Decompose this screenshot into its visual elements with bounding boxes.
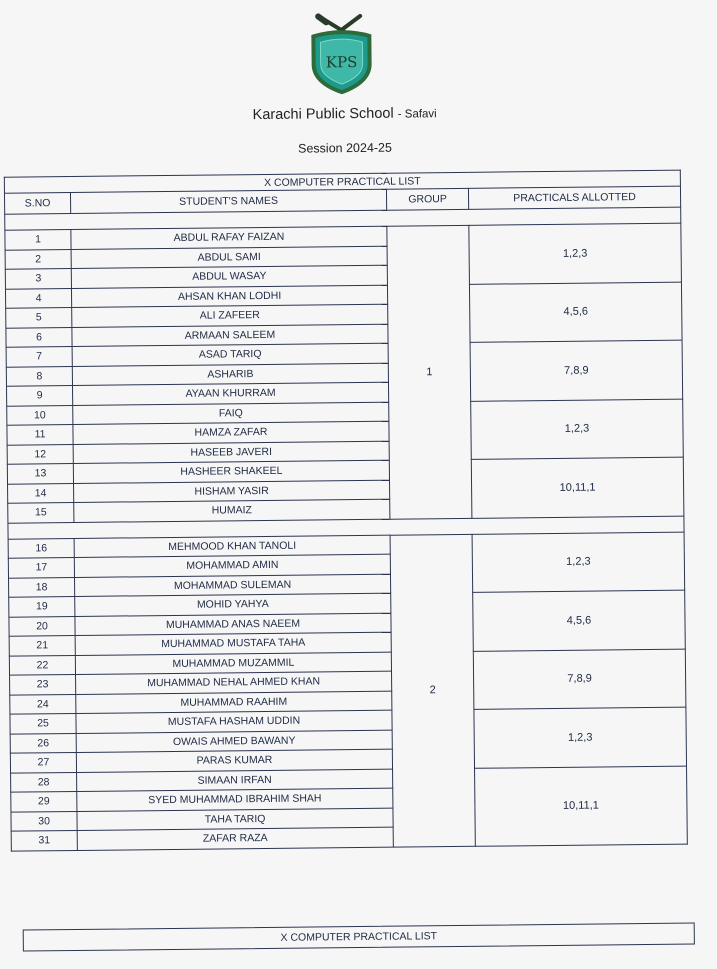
column-header-group: GROUP (386, 188, 468, 210)
serial-number-cell: 28 (11, 772, 77, 792)
serial-number-cell: 21 (9, 635, 75, 655)
serial-number-cell: 31 (11, 830, 77, 850)
student-name-cell: HASHEER SHAKEEL (73, 460, 389, 483)
serial-number-cell: 6 (6, 327, 72, 347)
serial-number-cell: 1 (5, 230, 71, 250)
serial-number-cell: 9 (6, 386, 72, 406)
serial-number-cell: 17 (8, 557, 74, 577)
column-header-names: STUDENT'S NAMES (70, 189, 386, 213)
student-name-cell: ASHARIB (72, 363, 388, 386)
column-header-sno: S.NO (4, 193, 70, 215)
serial-number-cell: 29 (11, 791, 77, 811)
school-logo-icon (308, 12, 375, 95)
serial-number-cell: 2 (5, 249, 71, 269)
serial-number-cell: 25 (10, 713, 76, 733)
serial-number-cell: 22 (9, 655, 75, 675)
school-branch: - Safavi (397, 108, 437, 121)
student-name-cell: MUSTAFA HASHAM UDDIN (76, 710, 392, 733)
serial-number-cell: 14 (8, 483, 74, 503)
practicals-allotted-cell: 7,8,9 (473, 649, 686, 710)
student-name-cell: SYED MUHAMMAD IBRAHIM SHAH (77, 788, 393, 811)
student-name-cell: OWAIS AHMED BAWANY (76, 730, 392, 753)
serial-number-cell: 11 (7, 425, 73, 445)
serial-number-cell: 30 (11, 811, 77, 831)
serial-number-cell: 20 (9, 616, 75, 636)
serial-number-cell: 27 (10, 752, 76, 772)
serial-number-cell: 7 (6, 347, 72, 367)
practicals-allotted-cell: 10,11,1 (471, 457, 684, 518)
serial-number-cell: 5 (6, 308, 72, 328)
practicals-allotted-cell: 1,2,3 (474, 707, 687, 768)
serial-number-cell: 12 (7, 444, 73, 464)
session-label: Session 2024-25 (298, 140, 393, 156)
serial-number-cell: 26 (10, 733, 76, 753)
column-header-practicals: PRACTICALS ALLOTTED (468, 186, 680, 209)
serial-number-cell: 10 (7, 405, 73, 425)
practicals-allotted-cell: 1,2,3 (471, 399, 684, 460)
student-name-cell: MOHAMMAD SULEMAN (75, 574, 391, 597)
school-name-text: Karachi Public School (252, 105, 394, 124)
serial-number-cell: 24 (10, 694, 76, 714)
student-name-cell: ASAD TARIQ (72, 343, 388, 366)
footer-title: X COMPUTER PRACTICAL LIST (23, 923, 695, 952)
student-name-cell: ABDUL SAMI (71, 246, 387, 269)
student-name-cell: MUHAMMAD MUSTAFA TAHA (75, 632, 391, 655)
practical-list-table (4, 170, 688, 852)
student-name-cell: HUMAIZ (74, 499, 390, 522)
student-name-cell: ALI ZAFEER (72, 304, 388, 327)
student-name-cell: HASEEB JAVERI (73, 441, 389, 464)
serial-number-cell: 15 (8, 502, 74, 522)
serial-number-cell: 3 (5, 269, 71, 289)
student-name-cell: SIMAAN IRFAN (77, 769, 393, 792)
student-name-cell: PARAS KUMAR (76, 749, 392, 772)
student-name-cell: AYAAN KHURRAM (72, 382, 388, 405)
student-name-cell: FAIQ (73, 402, 389, 425)
practicals-allotted-cell: 10,11,1 (475, 766, 688, 846)
student-name-cell: MOHID YAHYA (75, 593, 391, 616)
serial-number-cell: 18 (9, 577, 75, 597)
student-name-cell: MUHAMMAD NEHAL AHMED KHAN (76, 671, 392, 694)
school-name (0, 102, 693, 125)
practicals-allotted-cell: 4,5,6 (469, 282, 682, 343)
student-name-cell: MUHAMMAD ANAS NAEEM (75, 613, 391, 636)
serial-number-cell: 8 (6, 366, 72, 386)
student-name-cell: MOHAMMAD AMIN (74, 554, 390, 577)
serial-number-cell: 23 (10, 674, 76, 694)
practicals-allotted-cell: 7,8,9 (470, 340, 683, 401)
practicals-allotted-cell: 1,2,3 (472, 532, 685, 593)
student-name-cell: ZAFAR RAZA (77, 827, 393, 850)
student-name-cell: TAHA TARIQ (77, 808, 393, 831)
student-name-cell: ARMAAN SALEEM (72, 324, 388, 347)
practicals-allotted-cell: 4,5,6 (473, 590, 686, 651)
student-name-cell: AHSAN KHAN LODHI (71, 285, 387, 308)
student-name-cell: MUHAMMAD RAAHIM (76, 691, 392, 714)
student-name-cell: MEHMOOD KHAN TANOLI (74, 535, 390, 558)
student-name-cell: HISHAM YASIR (74, 480, 390, 503)
serial-number-cell: 4 (5, 288, 71, 308)
student-name-cell: ABDUL RAFAY FAIZAN (71, 226, 387, 249)
table-title: X COMPUTER PRACTICAL LIST (4, 170, 680, 193)
practicals-allotted-cell: 1,2,3 (469, 223, 682, 284)
serial-number-cell: 13 (7, 464, 73, 484)
student-name-cell: ABDUL WASAY (71, 265, 387, 288)
logo-text: KPS (325, 53, 358, 72)
serial-number-cell: 19 (9, 596, 75, 616)
group-cell: 1 (387, 225, 472, 518)
student-name-cell: MUHAMMAD MUZAMMIL (75, 652, 391, 675)
serial-number-cell: 16 (8, 538, 74, 558)
table-body (5, 207, 688, 851)
student-name-cell: HAMZA ZAFAR (73, 421, 389, 444)
group-cell: 2 (390, 534, 475, 847)
